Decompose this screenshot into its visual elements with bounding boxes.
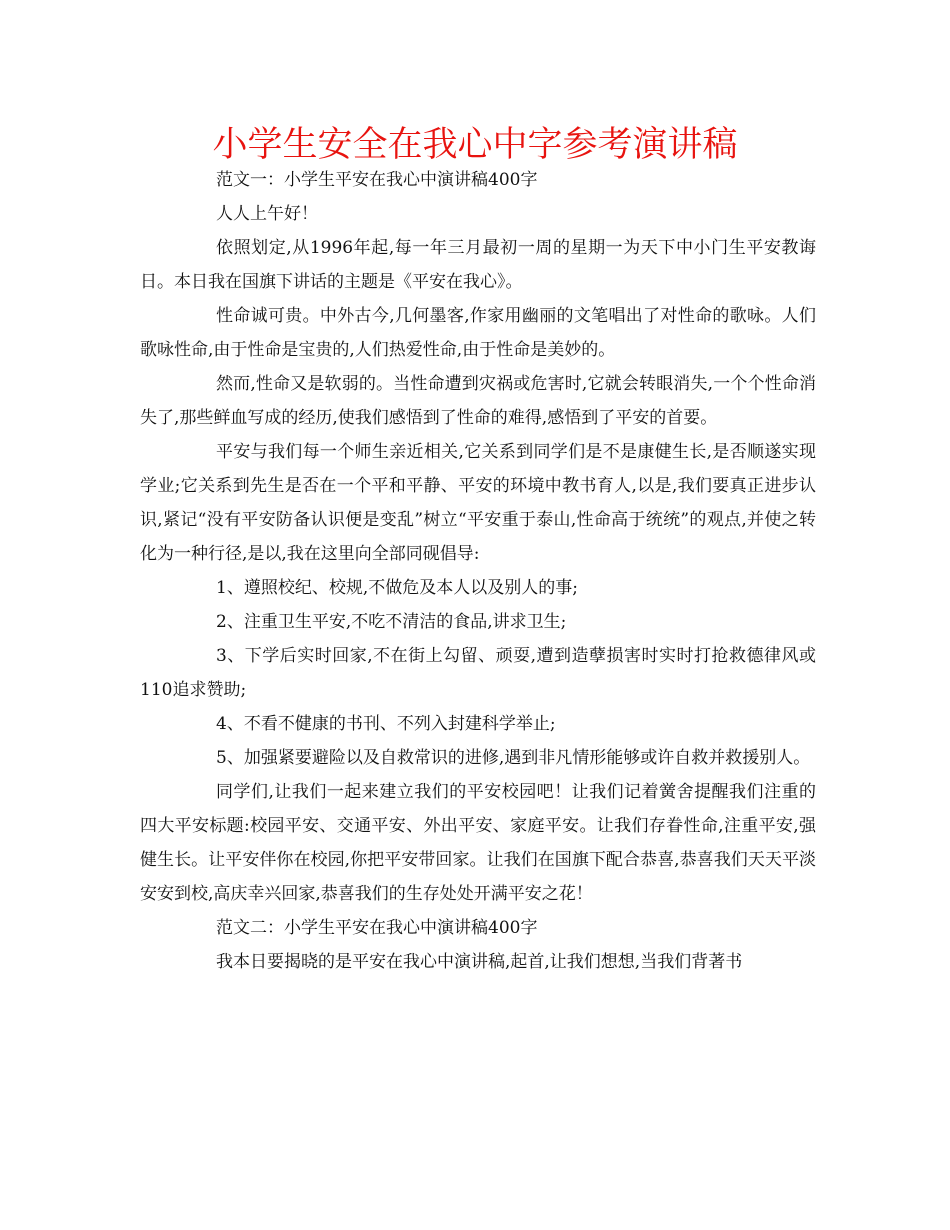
list-item: 4、不看不健康的书刊、不列入封建科学举止; xyxy=(216,714,556,734)
paragraph: 人人上午好！ xyxy=(216,204,318,224)
paragraph: 同学们,让我们一起来建立我们的平安校园吧！让我们记着黉舍提醒我们注重的四大平安标题:校园平安、交通平安、外出平安、家庭平安。让我们存眷性命,注重平安,强健生长。让平安伴你在校园,你把平安带回家。让我们在国旗下配合恭喜,恭喜我们天天平淡安安到校,高庆幸兴回家,恭喜我们的生存处处开满平安之花！ xyxy=(140,782,816,904)
paragraph: 平安与我们每一个师生亲近相关,它关系到同学们是不是康健生长,是否顺遂实现学业;它关系到先生是否在一个平和平静、平安的环境中教书育人,以是,我们要真正进步认识,紧记“没有平安防备认识便是变乱”树立“平安重于泰山,性命高于统统”的观点,并使之转化为一种行径,是以,我在这里向全部同砚倡导: xyxy=(140,442,816,564)
document-title: 小学生安全在我心中字参考演讲稿 xyxy=(212,125,738,165)
paragraph: 性命诚可贵。中外古今,几何墨客,作家用幽丽的文笔唱出了对性命的歌咏。人们歌咏性命,由于性命是宝贵的,人们热爱性命,由于性命是美妙的。 xyxy=(140,306,816,360)
list-item: 2、注重卫生平安,不吃不清洁的食品,讲求卫生; xyxy=(216,612,567,632)
list-item: 1、遵照校纪、校规,不做危及本人以及别人的事; xyxy=(216,578,578,598)
paragraph: 范文二：小学生平安在我心中演讲稿400字 xyxy=(216,918,538,938)
paragraph: 我本日要揭晓的是平安在我心中演讲稿,起首,让我们想想,当我们背著书 xyxy=(216,952,743,972)
paragraph: 然而,性命又是软弱的。当性命遭到灾祸或危害时,它就会转眼消失,一个个性命消失了,那些鲜血写成的经历,使我们感悟到了性命的难得,感悟到了平安的首要。 xyxy=(140,374,816,428)
paragraph: 依照划定,从1996年起,每一年三月最初一周的星期一为天下中小门生平安教诲日。本日我在国旗下讲话的主题是《平安在我心》。 xyxy=(140,238,816,292)
list-item: 3、下学后实时回家,不在街上勾留、顽耍,遭到造孽损害时实时打抢救德律风或110追求赞助; xyxy=(140,646,816,700)
paragraph: 范文一：小学生平安在我心中演讲稿400字 xyxy=(216,170,538,190)
list-item: 5、加强紧要避险以及自救常识的进修,遇到非凡情形能够或许自救并救援别人。 xyxy=(216,748,811,768)
document-body xyxy=(140,163,816,979)
